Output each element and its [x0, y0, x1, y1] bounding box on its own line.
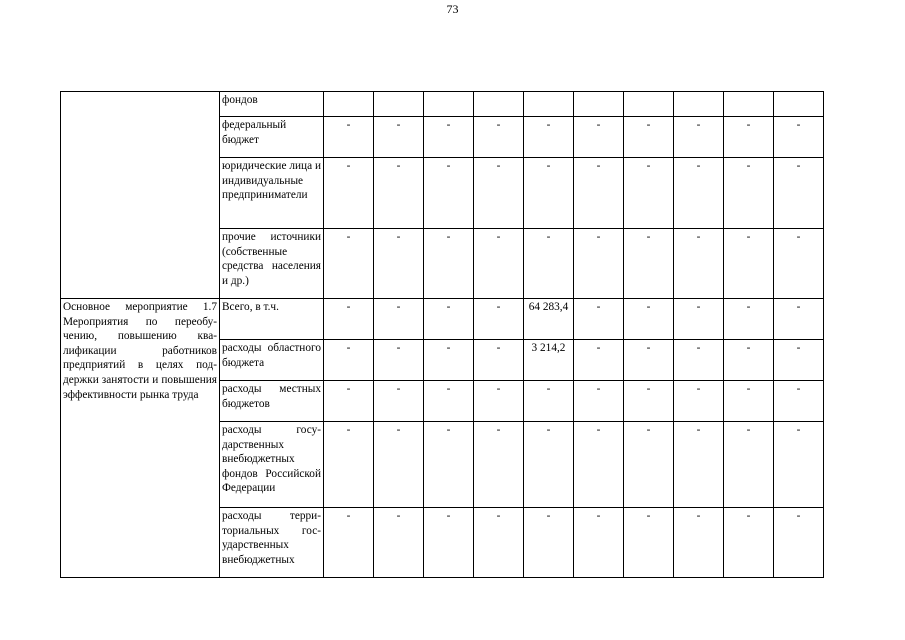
value-cell: - [624, 299, 674, 340]
value-cell: - [724, 158, 774, 229]
value-cell: - [624, 158, 674, 229]
page-number: 73 [446, 2, 459, 16]
value-cell [774, 92, 824, 117]
value-cell: - [774, 340, 824, 381]
value-cell: 3 214,2 [524, 340, 574, 381]
funding-source-cell: расходы местных бюджетов [220, 381, 324, 422]
value-cell: - [474, 340, 524, 381]
value-cell: - [774, 158, 824, 229]
value-cell: - [674, 158, 724, 229]
value-cell [724, 92, 774, 117]
value-cell: - [424, 229, 474, 299]
funding-source-cell: расходы государственных внебюджетных фондов Российской Федерации [220, 422, 324, 508]
value-cell: - [324, 117, 374, 158]
value-cell: - [674, 117, 724, 158]
value-cell: - [574, 381, 624, 422]
value-cell: - [574, 508, 624, 578]
value-cell [574, 92, 624, 117]
value-cell: - [574, 422, 624, 508]
value-cell: - [374, 508, 424, 578]
value-cell: - [374, 340, 424, 381]
event-description-cell: Основное мероприятие 1.7 Мероприятия по переобучению, повышению квалификации работников предприятий в целях поддержки занятости и повышения эффективности рынка труда [61, 299, 220, 578]
value-cell: - [424, 508, 474, 578]
value-cell: - [774, 381, 824, 422]
value-cell: - [574, 340, 624, 381]
value-cell: - [624, 508, 674, 578]
value-cell: - [774, 299, 824, 340]
value-cell: - [374, 381, 424, 422]
value-cell: - [674, 381, 724, 422]
table-row [61, 299, 824, 340]
value-cell: - [324, 299, 374, 340]
value-cell: - [624, 340, 674, 381]
funding-source-cell: федеральный бюджет [220, 117, 324, 158]
value-cell: - [674, 299, 724, 340]
value-cell: - [574, 158, 624, 229]
value-cell: - [424, 158, 474, 229]
value-cell [374, 92, 424, 117]
value-cell: - [324, 158, 374, 229]
value-cell: - [324, 340, 374, 381]
value-cell: - [624, 381, 674, 422]
value-cell: - [774, 508, 824, 578]
value-cell: - [374, 117, 424, 158]
value-cell: - [374, 158, 424, 229]
value-cell: - [424, 117, 474, 158]
value-cell: - [474, 422, 524, 508]
value-cell: - [374, 299, 424, 340]
value-cell: - [624, 229, 674, 299]
funding-source-cell: расходы областного бюджета [220, 340, 324, 381]
value-cell: - [574, 117, 624, 158]
value-cell: - [774, 229, 824, 299]
value-cell: - [524, 229, 574, 299]
value-cell: - [574, 229, 624, 299]
value-cell: - [724, 299, 774, 340]
funding-source-cell: расходы территориальных государственных внебюджетных [220, 508, 324, 578]
value-cell: - [474, 229, 524, 299]
value-cell: - [374, 229, 424, 299]
value-cell: - [524, 508, 574, 578]
value-cell: - [324, 381, 374, 422]
value-cell: - [524, 117, 574, 158]
value-cell [324, 92, 374, 117]
value-cell: - [524, 158, 574, 229]
value-cell: - [674, 229, 724, 299]
value-cell: - [474, 299, 524, 340]
value-cell [524, 92, 574, 117]
value-cell: - [624, 422, 674, 508]
value-cell: - [674, 422, 724, 508]
funding-source-cell: юридические лица и индивидуальные предприниматели [220, 158, 324, 229]
value-cell: - [674, 340, 724, 381]
value-cell: - [724, 340, 774, 381]
value-cell: - [624, 117, 674, 158]
value-cell: 64 283,4 [524, 299, 574, 340]
value-cell: - [774, 117, 824, 158]
value-cell: - [524, 422, 574, 508]
value-cell: - [724, 422, 774, 508]
funding-source-cell: фондов [220, 92, 324, 117]
funding-source-cell: Всего, в т.ч. [220, 299, 324, 340]
value-cell: - [324, 229, 374, 299]
previous-event-cell [61, 92, 220, 299]
value-cell: - [474, 158, 524, 229]
value-cell [474, 92, 524, 117]
funding-source-cell: прочие источники (собственные средства населения и др.) [220, 229, 324, 299]
value-cell [424, 92, 474, 117]
value-cell: - [724, 381, 774, 422]
value-cell: - [324, 422, 374, 508]
value-cell: - [724, 117, 774, 158]
table-row [61, 92, 824, 117]
value-cell: - [474, 508, 524, 578]
value-cell: - [774, 422, 824, 508]
value-cell: - [424, 381, 474, 422]
budget-table [60, 91, 824, 578]
value-cell [624, 92, 674, 117]
value-cell: - [424, 422, 474, 508]
value-cell: - [574, 299, 624, 340]
value-cell: - [374, 422, 424, 508]
value-cell: - [424, 340, 474, 381]
value-cell: - [674, 508, 724, 578]
value-cell: - [324, 508, 374, 578]
value-cell: - [724, 508, 774, 578]
value-cell [674, 92, 724, 117]
value-cell: - [724, 229, 774, 299]
value-cell: - [474, 117, 524, 158]
value-cell: - [474, 381, 524, 422]
value-cell: - [524, 381, 574, 422]
value-cell: - [424, 299, 474, 340]
